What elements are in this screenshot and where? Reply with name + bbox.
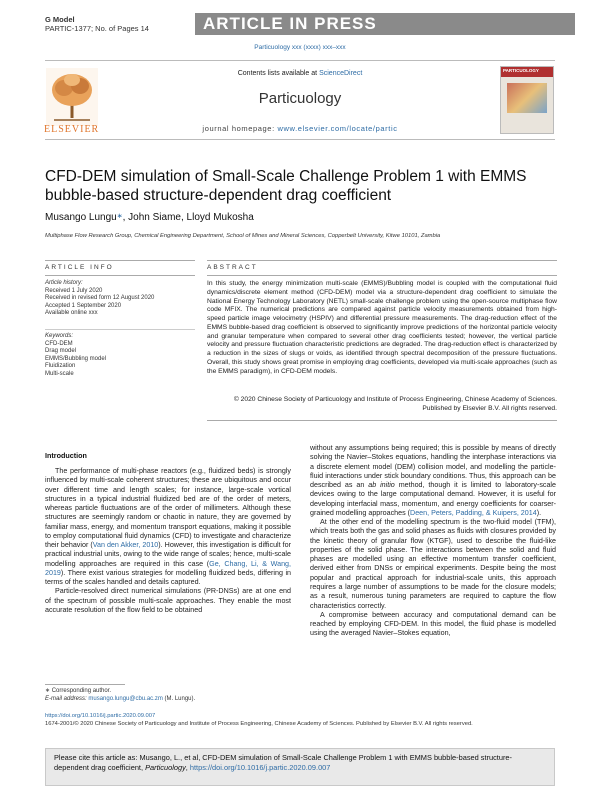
elsevier-wordmark: ELSEVIER (44, 124, 100, 135)
citation-box (45, 748, 555, 786)
history-item: Received in revised form 12 August 2020 (45, 295, 155, 302)
right-column (310, 444, 556, 639)
paragraph: At the other end of the modelling spectrum is the two-fluid model (TFM), which treats both the gas and solid phases as fluids with closures provided by the kinetic theory of granular flow (KTGF), used to describe the fluid-like properties of the solid phase. The interactions between the solid and fluid phases are modelled using an effective momentum transfer coefficient, derived either from DNSs or empirical experiments. Despite being the most popular and practical approach for industrial-scale units, this approach requires a large number of assumptions to be made for the closure models; as a result, numerous tuning parameters are required to capture the flow characteristics correctly. (310, 518, 556, 610)
article-code (45, 24, 149, 33)
divider (45, 275, 195, 276)
author-lungu[interactable]: Musango Lungu (45, 212, 117, 223)
homepage-label: journal homepage: (202, 124, 275, 133)
sciencedirect-link[interactable]: ScienceDirect (319, 70, 363, 77)
keyword: CFD-DEM (45, 340, 73, 347)
homepage-link[interactable]: www.elsevier.com/locate/partic (277, 124, 398, 133)
keywords (45, 333, 195, 379)
cover-title: PARTICUOLOGY (503, 68, 539, 73)
running-header (45, 15, 149, 33)
keywords-label: Keywords: (45, 333, 74, 339)
email-link[interactable]: musango.lungu@cbu.ac.zm (88, 696, 163, 702)
cite-prefix: Please cite this article as: Musango, L., et al, CFD-DEM simulation of Small-Scale Challenge Problem 1 with EMMS bubble-based structure-dependent drag coefficient, (54, 753, 512, 772)
copyright-notice: © 2020 Chinese Society of Particuology and Institute of Process Engineering, Chinese Academy of Sciences. Published by Elsevier B.V. All rights reserved. (233, 396, 557, 412)
cite-sep: , (185, 763, 190, 772)
left-column (45, 467, 291, 615)
journal-cover-thumbnail (500, 66, 554, 134)
history-item: Received 1 July 2020 (45, 287, 103, 294)
divider (207, 260, 557, 261)
divider (45, 329, 195, 330)
issn-line: 1674-2001/© 2020 Chinese Society of Particuology and Institute of Process Engineering, Chinese Academy of Sciences. Published by Elsevier B.V. All rights reserved. (45, 721, 473, 727)
text-run: method, though it is limited to laboratory-scale devices owing to the large computational demand. However, it is useful for developing interfacial mass, momentum, and energy coefficients for coarser-grained modelling approaches ( (310, 481, 556, 517)
author-list (45, 212, 254, 223)
citation-link[interactable]: Van den Akker, 2010 (92, 541, 159, 550)
footnote (45, 687, 195, 703)
abstract-heading: ABSTRACT (207, 264, 258, 271)
paragraph (45, 467, 291, 587)
keyword: Drag model (45, 348, 77, 355)
paragraph (310, 444, 556, 518)
cite-journal: Particuology (145, 763, 186, 772)
introduction-heading: Introduction (45, 451, 87, 460)
abstract-text: In this study, the energy minimization multi-scale (EMMS)/Bubbling model is coupled with the computational fluid dynamics/discrete element method (CFD-DEM) model via a structure-dependent drag coefficient to simulate the National Energy Technology Laboratory (NETL) small-scale challenge problem using the open-source multiphase flow code MFIX. The numerical predictions are compared against particle velocity measurements obtained from high-speed particle image velocimetry (HSPIV) and differential pressure measurements. The drag-reduction effect of the EMMS bubble-based drag coefficient is observed to significantly improve predictions of the horizontal particle velocity and granular temperature when compared to several other drag coefficients tested; however, the vertical particle velocity and pressure fluctuation characteristic predictions are degraded. The drag-reduction effect is characterized by a reduction in the sizes of slugs or voids, as identified through spectral decomposition of the pressure fluctuations. Overall, this study shows great promise in employing drag coefficients, developed via multi-scale approaches (such as the EMMS paradigm), in CFD-DEM models. (207, 280, 557, 375)
citation-link[interactable]: Deen, Peters, Padding, & Kuipers, 2014 (410, 508, 537, 517)
divider (45, 260, 195, 261)
text-run: ). (536, 508, 542, 517)
contents-prefix: Contents lists available at (237, 70, 318, 77)
citation-link[interactable]: Ge, Chang, Li, & Wang, 2019 (45, 559, 292, 577)
article-code-text: PARTIC-1377; (45, 24, 94, 33)
g-model-label: G Model (45, 15, 75, 24)
article-in-press-banner: ARTICLE IN PRESS (195, 13, 575, 35)
page-count: No. of Pages 14 (95, 24, 149, 33)
corresponding-note: ∗ Corresponding author. (45, 688, 112, 694)
paragraph: A compromise between accuracy and computational demand can be reached by employing CFD-DEM. In this model, the fluid phase is modelled using the averaged Navier–Stokes equation, (310, 610, 556, 638)
journal-name: Particuology (258, 90, 342, 107)
keyword: Fluidization (45, 363, 76, 370)
text-run: ab initio (368, 481, 395, 490)
text-run: ). However, this investigation is difficult for practical industrial units, owing to the wide range of scales; hence, multi-scale modelling approaches are required in this case ( (45, 541, 291, 568)
keyword: EMMS/Bubbling model (45, 355, 107, 362)
doi-link[interactable]: https://doi.org/10.1016/j.partic.2020.09.007 (45, 713, 156, 719)
article-history (45, 280, 195, 318)
text-run: The performance of multi-phase reactors (e.g., fluidized beds) is strongly influenced by multi-scale coherent structures; these are ubiquitous and occur over different time and length scales; for instance, large-scale vortical structures in a typical industrial fluidized bed are of the order of meters, whereas particle fluctuations are of the order of millimeters. Although these structures are seemingly random or chaotic in nature, they are governed by familiar mass, energy, and momentum transport equations, making it possible to employ computational fluid dynamics (CFD) to investigate and characterize their behavior ( (45, 467, 291, 550)
divider (207, 275, 557, 276)
divider (207, 420, 557, 421)
email-line (45, 695, 195, 703)
history-label: Article history: (45, 280, 83, 286)
other-authors: , John Siame, Lloyd Mukosha (122, 212, 254, 223)
cite-doi-link[interactable]: https://doi.org/10.1016/j.partic.2020.09.007 (189, 763, 331, 772)
keyword: Multi-scale (45, 370, 74, 377)
paragraph: Particle-resolved direct numerical simulations (PR-DNSs) are at one end of the spectrum of possible multi-scale approaches. They enable the most accurate resolution of the flow field to be obtained (45, 587, 291, 614)
affiliation: Multiphase Flow Research Group, Chemical Engineering Department, School of Mines and Mineral Sciences, Copperbelt University, Kitwe 10101, Zambia (45, 233, 441, 239)
article-meta-footer (45, 712, 555, 728)
text-run: ). There exist various strategies for modelling fluidized beds, differing in terms of the scales handled and details captured. (45, 568, 291, 587)
article-title: CFD-DEM simulation of Small-Scale Challenge Problem 1 with EMMS bubble-based structure-dependent drag coefficient (45, 168, 527, 204)
corresponding-author-icon[interactable]: ∗ (116, 213, 123, 220)
article-info-heading: ARTICLE INFO (45, 264, 114, 271)
email-name: (M. Lungu). (164, 696, 196, 702)
journal-volume-line[interactable]: Particuology xxx (xxxx) xxx–xxx (254, 44, 346, 51)
history-item: Accepted 1 September 2020 (45, 302, 122, 309)
cover-image (507, 83, 547, 113)
text-run: without any assumptions being required; this is possible by means of directly solving the Navier–Stokes equations, handling the interphase interactions via a discrete element model (DEM) collision model, and modelling the particle-fluid interactions under stick boundary conditions. Thus, this approach can be described as an (310, 444, 556, 490)
footnote-rule (45, 684, 125, 685)
email-label: E-mail address: (45, 696, 87, 702)
history-item: Available online xxx (45, 310, 98, 317)
